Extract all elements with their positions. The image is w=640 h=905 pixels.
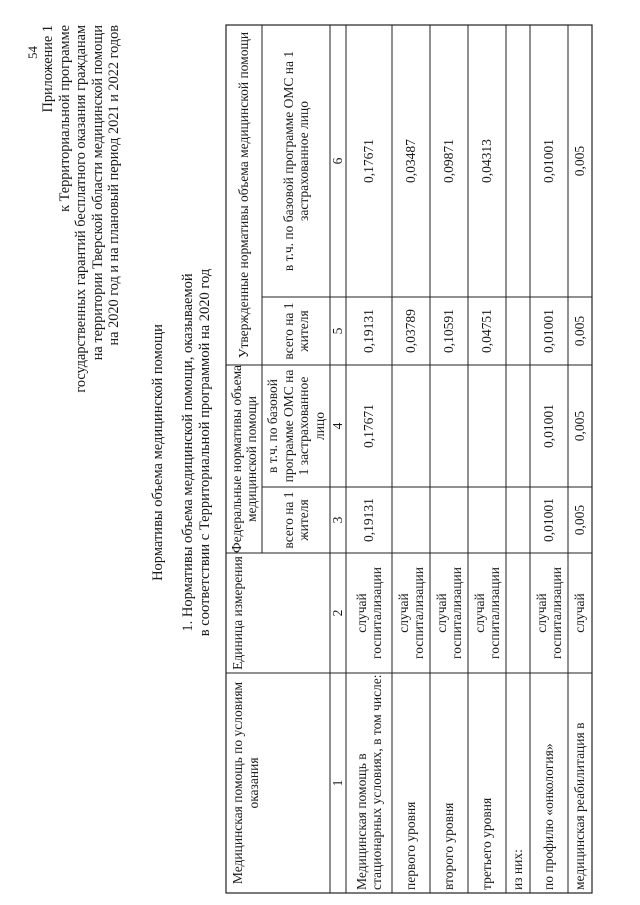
table-row-4-v5: [468, 297, 506, 365]
table-row-7-v3: [568, 487, 592, 553]
appendix-line: Приложение 1: [40, 25, 56, 113]
header-col2: [226, 553, 330, 673]
table-row-1-v4: [346, 365, 392, 487]
header-col5: [262, 297, 330, 365]
section-title-line-2: в соответствии с Территориальной программой на 2020 год: [197, 268, 213, 637]
column-number-6-text: 6: [330, 157, 346, 165]
table-row-3-label-text: второго уровня: [441, 802, 457, 890]
table-row-3-v5: [430, 297, 468, 365]
table-row-5-label-text: из них:: [510, 849, 526, 890]
table-row-5-v6: [506, 25, 530, 297]
table-row-1-label: [346, 673, 392, 893]
document-title: Нормативы объема медицинской помощи: [150, 324, 166, 581]
table-row-3-label: [430, 673, 468, 893]
appendix-line: на территории Тверской области медицинской помощи: [89, 25, 106, 361]
table-row-7-v6: [568, 25, 592, 297]
column-number-6: [330, 25, 346, 297]
table-row-1-v6-text: 0,17671: [361, 139, 377, 183]
table-row-1-label-text: Медицинская помощь в стационарных условиях, в том числе:: [353, 674, 384, 890]
table-row-2-label-text: первого уровня: [403, 801, 419, 890]
header-federal-group: [226, 365, 262, 553]
table-row-1-v5: [346, 297, 392, 365]
table-row-3-v4: [430, 365, 468, 487]
table-row-6-v6: [530, 25, 568, 297]
table-row-2-v6-text: 0,03487: [403, 139, 419, 183]
column-number-3: [330, 487, 346, 553]
table-row-6-v3: [530, 487, 568, 553]
appendix-line: на 2020 год и на плановый период 2021 и 2022 годов: [106, 25, 122, 346]
table-row-6-label: [530, 673, 568, 893]
table-row-7-v5-text: 0,005: [572, 315, 588, 347]
table-row-1-v3: [346, 487, 392, 553]
header-approved-group-text: Утвержденные нормативы объема медицинской помощи: [236, 31, 252, 359]
table-row-1-v6: [346, 25, 392, 297]
table-row-6-label-text: по профилю «онкология»: [541, 743, 557, 890]
table-row-3-unit-text: случай госпитализации: [433, 567, 464, 659]
table-row-4-unit: [468, 553, 506, 673]
table-row-7-label-text: медицинская реабилитация в: [572, 722, 588, 890]
table-row-6-v4-text: 0,01001: [541, 404, 557, 448]
header-col2-text: Единица измерения: [230, 556, 245, 670]
table-row-4-v6: [468, 25, 506, 297]
table-row-1-v4-text: 0,17671: [361, 404, 377, 448]
table-row-2-v5-text: 0,03789: [403, 309, 419, 353]
table-row-3-unit: [430, 553, 468, 673]
table-row-3-v6: [430, 25, 468, 297]
column-number-5-text: 5: [330, 327, 346, 335]
table-row-5-label: [506, 673, 530, 893]
table-row-7-label: [568, 673, 592, 893]
table-row-5-v4: [506, 365, 530, 487]
table-row-1-v5-text: 0,19131: [361, 309, 377, 353]
table-row-4-v3: [468, 487, 506, 553]
table-row-6-v5-text: 0,01001: [541, 309, 557, 353]
header-federal-group-text: Федеральные нормативы объема медицинской помощи: [228, 365, 259, 553]
section-title-line-1: 1. Нормативы объема медицинской помощи, оказываемой: [180, 273, 196, 632]
column-number-2: [330, 553, 346, 673]
header-col3: [262, 487, 330, 553]
table-row-2-v5: [392, 297, 430, 365]
table-row-4-label: [468, 673, 506, 893]
header-col3-text: всего на 1 жителя: [280, 491, 311, 549]
column-number-1-text: 1: [330, 779, 346, 787]
table-row-5-v3: [506, 487, 530, 553]
table-row-7-v4-text: 0,005: [572, 410, 588, 442]
column-number-4: [330, 365, 346, 487]
table-row-1-v3-text: 0,19131: [361, 498, 377, 542]
header-approved-group: [226, 25, 262, 365]
header-col6: [262, 25, 330, 297]
table-row-6-v3-text: 0,01001: [541, 498, 557, 542]
table-row-2-v6: [392, 25, 430, 297]
table-row-7-v4: [568, 365, 592, 487]
table-row-7-v3-text: 0,005: [572, 504, 588, 536]
table-row-5-v5: [506, 297, 530, 365]
table-row-6-v4: [530, 365, 568, 487]
header-col4-text: в т.ч. по базовой программе ОМС на 1 застрахованное лицо: [265, 369, 327, 483]
table-row-7-v6-text: 0,005: [572, 145, 588, 177]
table-row-2-label: [392, 673, 430, 893]
column-number-5: [330, 297, 346, 365]
table-row-4-v4: [468, 365, 506, 487]
table-row-3-v3: [430, 487, 468, 553]
table-row-6-v5: [530, 297, 568, 365]
table-row-2-v4: [392, 365, 430, 487]
table-row-7-v5: [568, 297, 592, 365]
page-number: 54: [25, 46, 40, 59]
column-number-1: [330, 673, 346, 893]
column-number-2-text: 2: [330, 609, 346, 617]
table-row-7-unit: [568, 553, 592, 673]
table-row-5-unit: [506, 553, 530, 673]
table-row-7-unit-text: случай: [572, 593, 588, 633]
appendix-line: к Территориальной программе: [56, 25, 73, 212]
table-row-4-v5-text: 0,04751: [479, 309, 495, 353]
table-row-2-v3: [392, 487, 430, 553]
table-row-4-label-text: третьего уровня: [479, 797, 495, 890]
header-col4: [262, 365, 330, 487]
table-row-2-unit: [392, 553, 430, 673]
table-row-4-v6-text: 0,04313: [479, 139, 495, 183]
table-row-6-v6-text: 0,01001: [541, 139, 557, 183]
table-row-3-v5-text: 0,10591: [441, 309, 457, 353]
header-col1-text: Медицинская помощь по условиям оказания: [230, 681, 261, 885]
table-row-1-unit: [346, 553, 392, 673]
table-row-4-unit-text: случай госпитализации: [471, 567, 502, 659]
column-number-4-text: 4: [330, 422, 346, 430]
table-row-2-unit-text: случай госпитализации: [395, 567, 426, 659]
table-row-6-unit: [530, 553, 568, 673]
table-row-1-unit-text: случай госпитализации: [353, 567, 384, 659]
header-col1: [226, 673, 330, 893]
header-col5-text: всего на 1 жителя: [280, 302, 311, 360]
header-col6-text: в т.ч. по базовой программе ОМС на 1 застрахованное лицо: [280, 50, 311, 272]
table-row-3-v6-text: 0,09871: [441, 139, 457, 183]
table-row-6-unit-text: случай госпитализации: [533, 567, 564, 659]
column-number-3-text: 3: [330, 516, 346, 524]
appendix-line: государственных гарантий бесплатного оказания гражданам: [73, 25, 89, 393]
